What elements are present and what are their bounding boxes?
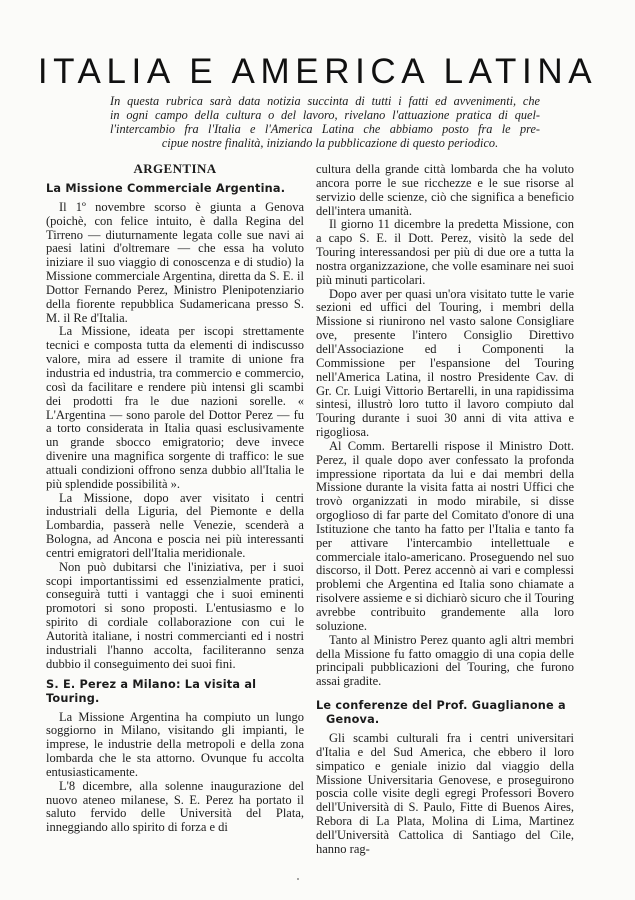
intro-line: l'intercambio fra l'Italia e l'America Latina che abbiamo posto fra le pre- xyxy=(110,121,540,136)
paragraph: Il giorno 11 dicembre la predetta Missione, con a capo S. E. il Dott. Perez, visitò la sede del Touring interessandosi per più di due ore a tutta la nostra organizzazione, che volle esaminare nei suoi più minuti particolari. xyxy=(316,217,574,287)
paragraph: Al Comm. Bertarelli rispose il Ministro Dott. Perez, il quale dopo aver confessato la profonda impressione riportata da lui e dai membri della Missione durante la visita fatta ai nostri Uffici che trovò organizzati in modo mirabile, si disse orgoglioso di far parte del Comitato d'onore di una Istituzione che tanto ha fatto per l'Italia e tanto fa per attivare l'intercambio intellettuale e commerciale italo-americano. Proseguendo nel suo discorso, il Dott. Perez accennò ai vari e complessi problemi che Argentina ed Italia sono chiamate a risolvere assieme e si dichiarò sicuro che il Touring avrebbe contribuito grandemente alla loro soluzione. xyxy=(316,438,574,633)
section-heading: ARGENTINA xyxy=(133,161,217,176)
paragraph: La Missione Argentina ha compiuto un lungo soggiorno in Milano, visitando gli impianti, le imprese, le industrie della metropoli e della zona lombarda che le sta attorno. Ovunque fu accolta entusiasticamente. xyxy=(46,709,304,779)
article-title: La Missione Commerciale Argentina. xyxy=(46,181,286,195)
paragraph: Non può dubitarsi che l'iniziativa, per i suoi scopi importantissimi ed essenzialmente pratici, conseguirà tutti i vantaggi che i suoi eminenti promotori si sono proposti. L'entusiasmo e lo spirito di cordiale collaborazione con cui le Autorità italiane, i nostri commercianti ed i nostri industriali l'hanno accolta, faciliteranno senza dubbio il conseguimento dei suoi fini. xyxy=(46,559,304,671)
paragraph: Tanto al Ministro Perez quanto agli altri membri della Missione fu fatto omaggio di una copia delle principali pubblicazioni del Touring, che furono assai gradite. xyxy=(316,632,574,689)
paragraph: La Missione, ideata per iscopi strettamente tecnici e composta tutta da elementi di indiscusso valore, mira ad essere il tramite di unione fra industria ed industria, tra commercio e commercio, così da facilitare e rendere più intensi gli scambi dei prodotti fra le due nazioni sorelle. « L'Argentina — sono parole del Dottor Perez — fu a torto considerata in Italia quasi esclusivamente un grande sbocco emigratorio; deve invece divenire una magnifica sorgente di traffico: le sue attuali condizioni offrono senza dubbio all'Italia le più splendide possibilità ». xyxy=(46,324,304,491)
intro-line: in ogni campo della cultura o del lavoro, rivelano l'attuazione pratica di quel- xyxy=(110,107,540,122)
paragraph: Gli scambi culturali fra i centri universitari d'Italia e del Sud America, che ebbero il loro simpatico e geniale inizio dal viaggio della Missione Universitaria Genovese, e proseguirono poscia colle visite degli egregi Professori Bovero dell'Università di S. Paulo, Fitte di Buenos Aires, Rebora di La Plata, Molina di Lima, Martinez dell'Università Cattolica di Santiago del Cile, hanno rag- xyxy=(316,731,574,856)
spacer xyxy=(316,689,574,699)
paragraph: cultura della grande città lombarda che ha voluto ancora porre le sue ricchezze e le sue risorse al servizio delle scienze, ciò che significa a beneficio dell'intera umanità. xyxy=(316,162,574,218)
article-title: S. E. Perez a Milano: La visita al Touring. xyxy=(46,677,257,705)
article-title: Le conferenze del Prof. Guaglianone a Genova. xyxy=(316,699,566,727)
paragraph: La Missione, dopo aver visitato i centri industriali della Liguria, del Piemonte e della Lombardia, passerà nelle Venezie, scenderà a Bologna, ad Ancona e poscia nei più interessanti centri emigratori dell'Italia meridionale. xyxy=(46,490,304,560)
page-title: ITALIA E AMERICA LATINA xyxy=(37,52,598,91)
right-column xyxy=(316,163,574,857)
paragraph: Dopo aver per quasi un'ora visitato tutte le varie sezioni ed uffici del Touring, i membri della Missione si riunirono nel vasto salone Consigliare ove, presente l'intero Consiglio Direttivo dell'Associazione ed i Componenti la Commissione per l'espansione del Touring nell'America Latina, il nostro Presidente Cav. di Gr. Cr. Luigi Vittorio Bertarelli, in una rapidissima sintesi, illustrò loro tutto il lavoro compiuto dal Touring durante i suoi 30 anni di vita attiva e rigogliosa. xyxy=(316,286,574,440)
page-speck xyxy=(297,878,299,880)
intro-line: cipue nostre finalità, iniziando la pubblicazione di questo periodico. xyxy=(161,135,499,150)
intro-line: In questa rubrica sarà data notizia succinta di tutti i fatti ed avvenimenti, che xyxy=(110,94,540,108)
paragraph: L'8 dicembre, alla solenne inaugurazione del nuovo ateneo milanese, S. E. Perez ha portato il saluto fervido delle Università del Plata, inneggiando allo spirito di forza e di xyxy=(46,778,304,835)
paragraph: Il 1º novembre scorso è giunta a Genova (poichè, con felice intuito, è dalla Regina del Tirreno — diuturnamente legata colle sue navi ai paesi latini d'oltremare — che essa ha voluto iniziare il suo viaggio di conoscenza e di studio) la Missione commerciale Argentina, diretta da S. E. il Dottor Fernando Perez, Ministro Plenipotenziario della fiorente repubblica Sudamericana presso S. M. il Re d'Italia. xyxy=(46,199,304,325)
left-column xyxy=(46,162,304,835)
intro-paragraph xyxy=(110,95,540,151)
